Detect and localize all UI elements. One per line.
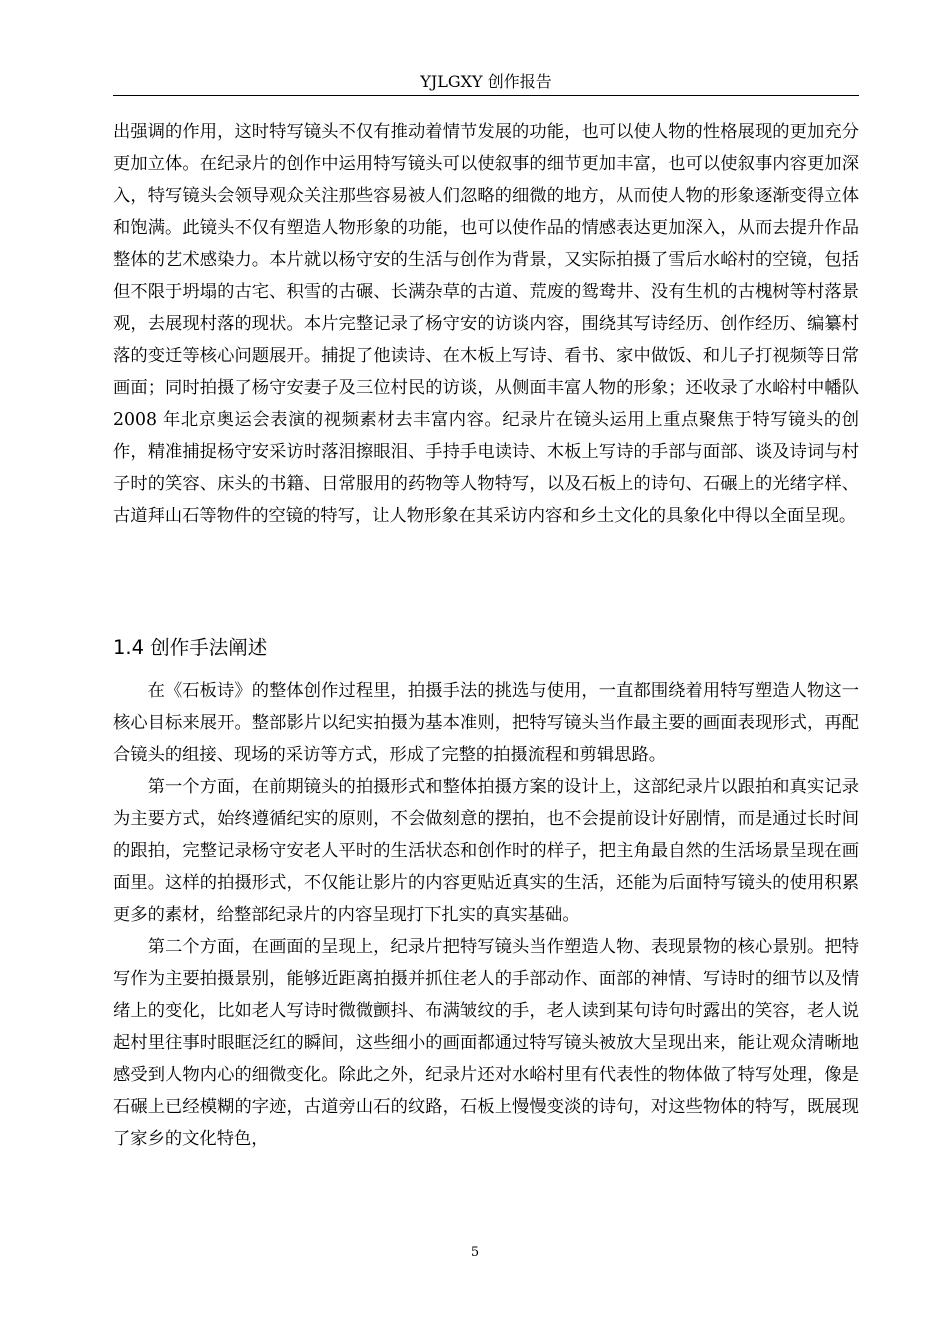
section-body [113,675,859,1155]
body-text-top [113,116,859,532]
page-number: 5 [470,1245,480,1260]
page-header-title: YJLGXY 创作报告 [420,72,552,91]
paragraph: 在《石板诗》的整体创作过程里，拍摄手法的挑选与使用，一直都围绕着用特写塑造人物这一核心目标来展开。整部影片以纪实拍摄为基本准则，把特写镜头当作最主要的画面表现形式，再配合镜头的组接、现场的采访等方式，形成了完整的拍摄流程和剪辑思路。 [113,681,859,765]
section-heading: 1.4 创作手法阐述 [113,636,268,659]
paragraph: 第二个方面，在画面的呈现上，纪录片把特写镜头当作塑造人物、表现景物的核心景别。把特写作为主要拍摄景别，能够近距离拍摄并抓住老人的手部动作、面部的神情、写诗时的细节以及情绪上的变化，比如老人写诗时微微颤抖、布满皱纹的手，老人读到某句诗句时露出的笑容，老人说起村里往事时眼眶泛红的瞬间，这些细小的画面都通过特写镜头被放大呈现出来，能让观众清晰地感受到人物内心的细微变化。除此之外，纪录片还对水峪村里有代表性的物体做了特写处理，像是石碾上已经模糊的字迹，古道旁山石的纹路，石板上慢慢变淡的诗句，对这些物体的特写，既展现了家乡的文化特色， [113,937,859,1149]
header-rule [113,95,859,96]
paragraph: 出强调的作用，这时特写镜头不仅有推动着情节发展的功能，也可以使人物的性格展现的更加充分更加立体。在纪录片的创作中运用特写镜头可以使叙事的细节更加丰富，也可以使叙事内容更加深入，特写镜头会领导观众关注那些容易被人们忽略的细微的地方，从而使人物的形象逐渐变得立体和饱满。此镜头不仅有塑造人物形象的功能，也可以使作品的情感表达更加深入，从而去提升作品整体的艺术感染力。本片就以杨守安的生活与创作为背景，又实际拍摄了雪后水峪村的空镜，包括但不限于坍塌的古宅、积雪的古碾、长满杂草的古道、荒废的鸳鸯井、没有生机的古槐树等村落景观，去展现村落的现状。本片完整记录了杨守安的访谈内容，围绕其写诗经历、创作经历、编纂村落的变迁等核心问题展开。捕捉了他读诗、在木板上写诗、看书、家中做饭、和儿子打视频等日常画面；同时拍摄了杨守安妻子及三位村民的访谈，从侧面丰富人物的形象；还收录了水峪村中幡队 2008 年北京奥运会表演的视频素材去丰富内容。纪录片在镜头运用上重点聚焦于特写镜头的创作，精准捕捉杨守安采访时落泪擦眼泪、手持手电读诗、木板上写诗的手部与面部、谈及诗词与村子时的笑容、床头的书籍、日常服用的药物等人物特写，以及石板上的诗句、石碾上的光绪字样、古道拜山石等物件的空镜的特写，让人物形象在其采访内容和乡土文化的具象化中得以全面呈现。 [113,122,859,526]
paragraph: 第一个方面，在前期镜头的拍摄形式和整体拍摄方案的设计上，这部纪录片以跟拍和真实记录为主要方式，始终遵循纪实的原则，不会做刻意的摆拍，也不会提前设计好剧情，而是通过长时间的跟拍，完整记录杨守安老人平时的生活状态和创作时的样子，把主角最自然的生活场景呈现在画面里。这样的拍摄形式，不仅能让影片的内容更贴近真实的生活，还能为后面特写镜头的使用积累更多的素材，给整部纪录片的内容呈现打下扎实的真实基础。 [113,777,859,925]
